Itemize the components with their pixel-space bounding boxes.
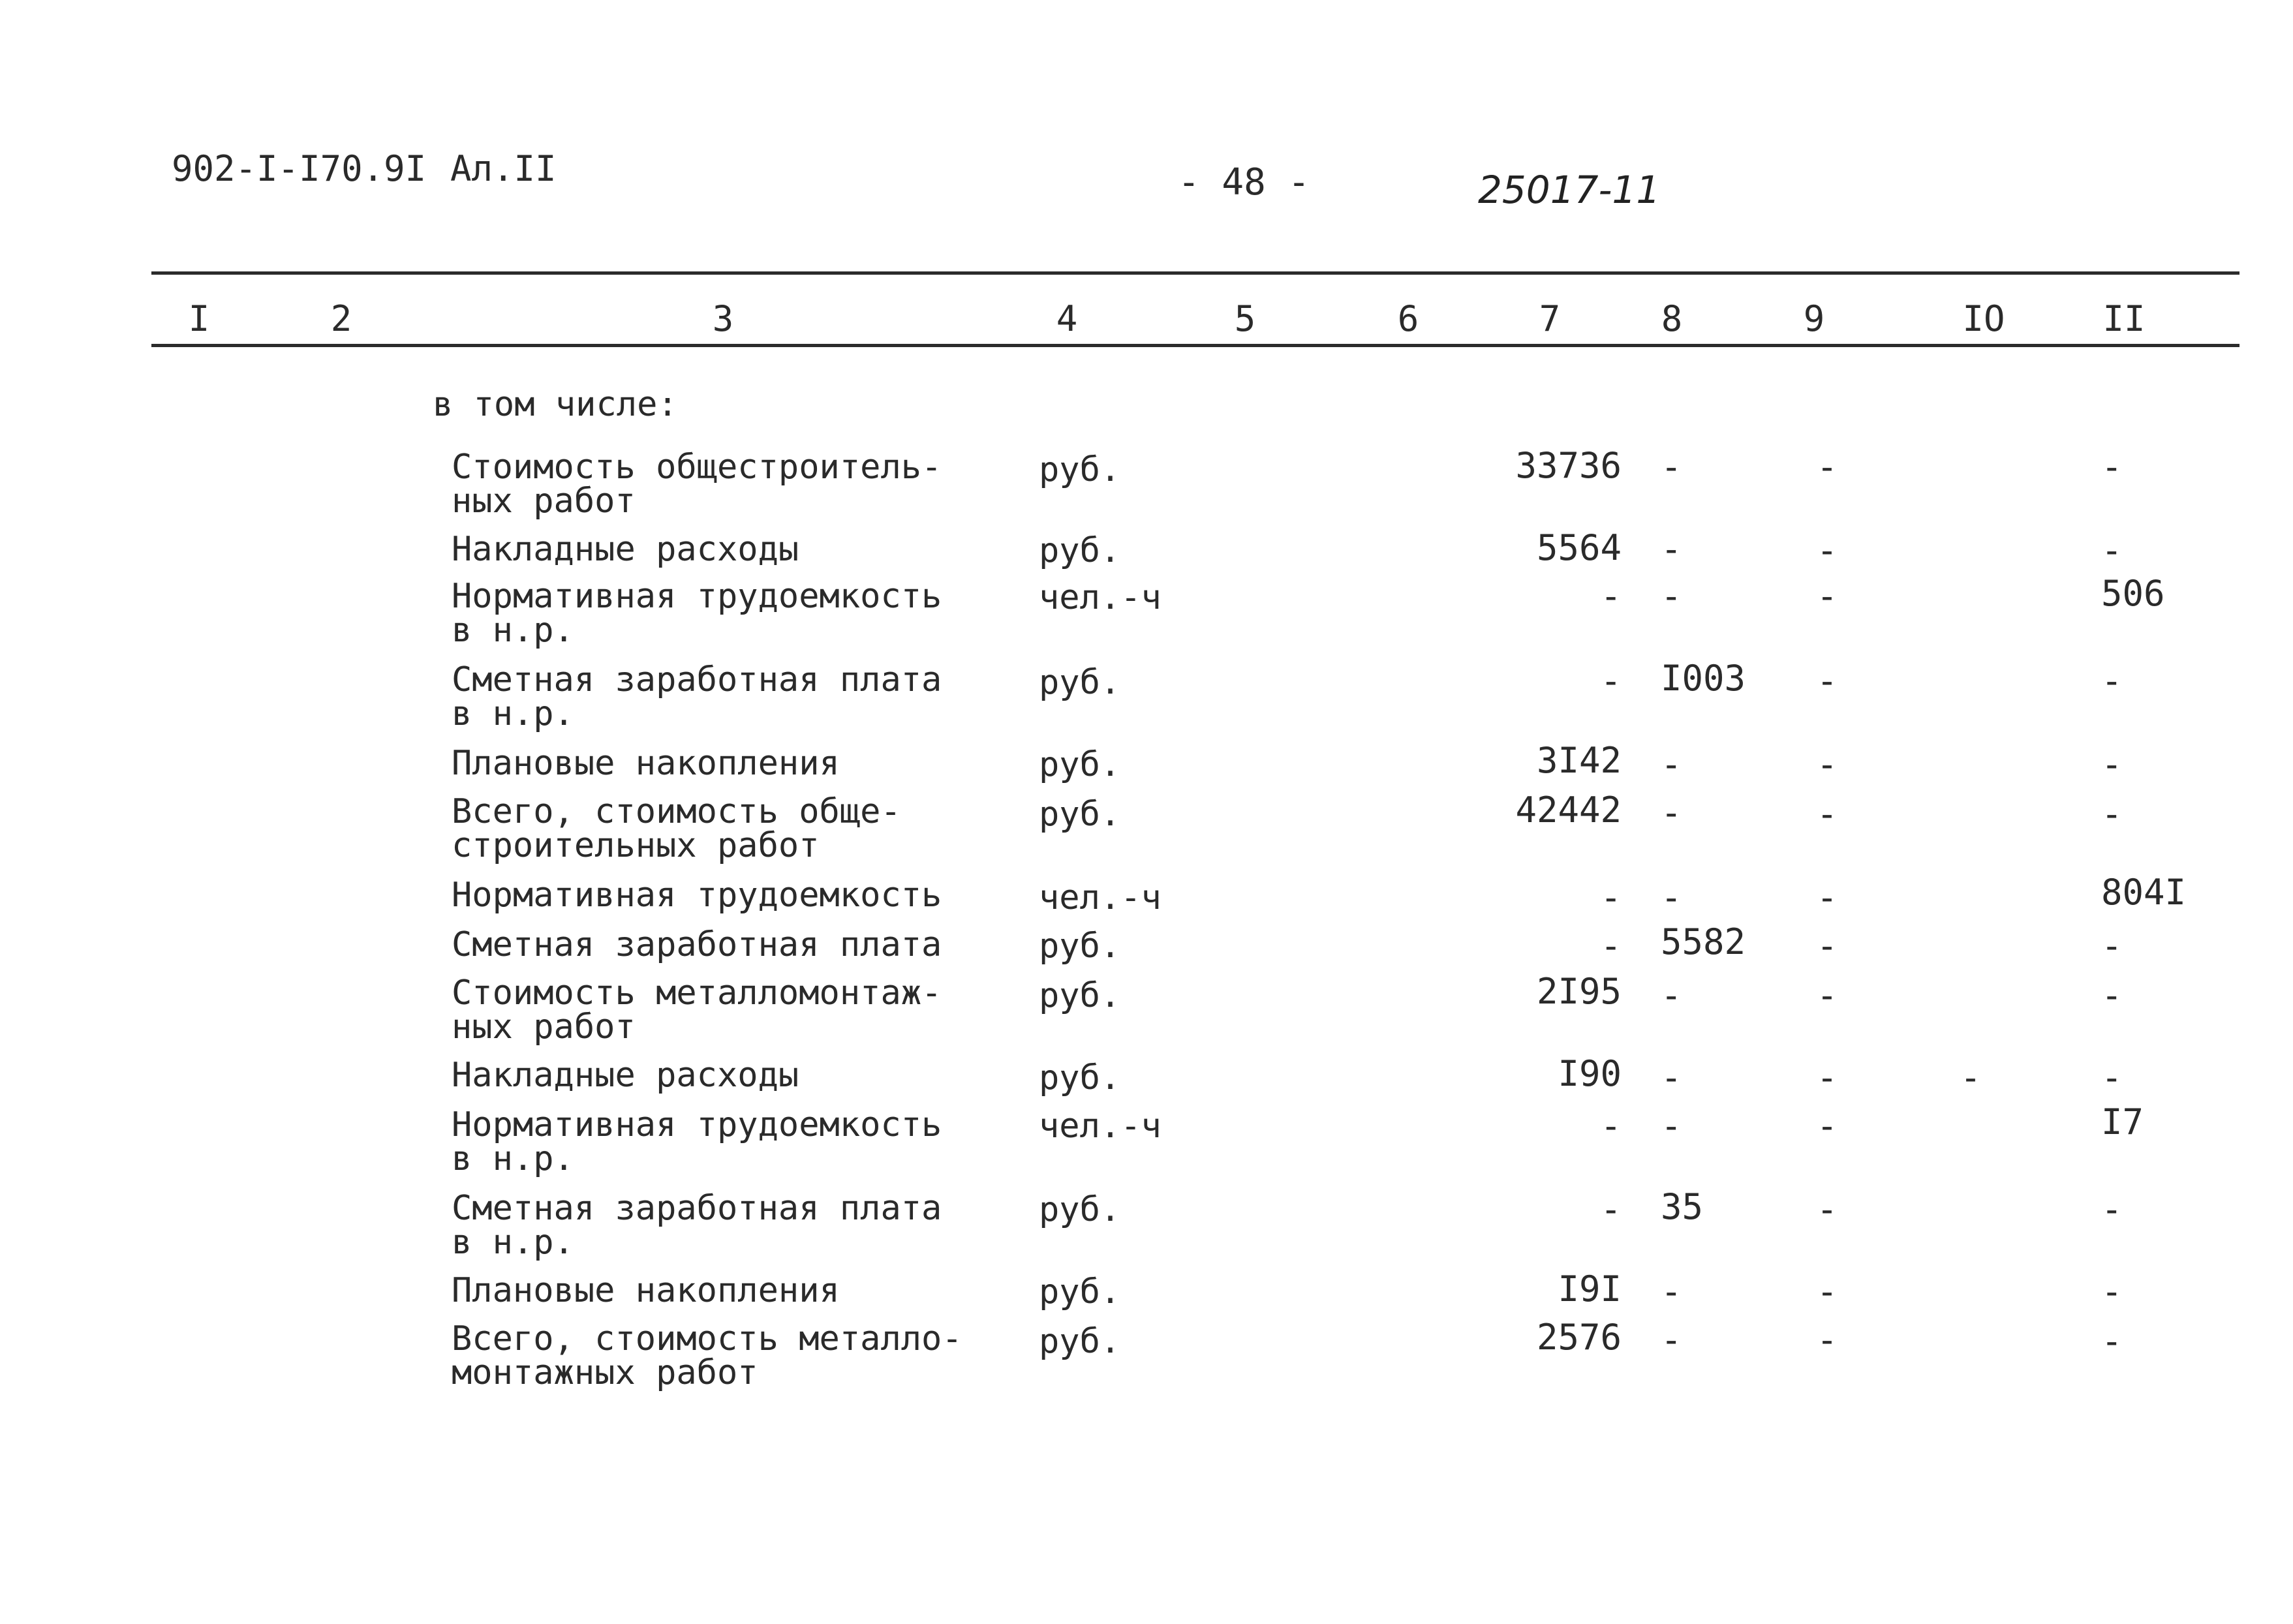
cell-col11: -	[2101, 1321, 2123, 1362]
cell-col7: -	[1600, 925, 1622, 966]
row-description: Стоимость общестроитель- ных работ	[452, 448, 942, 521]
row-description: Стоимость металломонтаж- ных работ	[452, 973, 942, 1047]
cell-col7: 33736	[1515, 445, 1622, 486]
cell-col7: -	[1600, 660, 1622, 701]
cell-col8: 35	[1661, 1186, 1704, 1227]
page-number: - 48 -	[1178, 161, 1310, 204]
table-header-rule	[151, 344, 2239, 347]
row-unit: чел.-ч	[1039, 878, 1162, 917]
row-unit: руб.	[1039, 745, 1121, 784]
cell-col8: I003	[1661, 658, 1746, 699]
row-description: Нормативная трудоемкость	[452, 876, 942, 915]
cell-col11: -	[2101, 744, 2123, 785]
cell-col7: 3I42	[1536, 740, 1622, 781]
sheet-label: Ал.II	[450, 148, 557, 189]
column-number: II	[2102, 298, 2146, 339]
cell-col11: -	[2101, 975, 2123, 1016]
column-number: 3	[712, 298, 734, 339]
row-description: Всего, стоимость обще- строительных работ	[452, 792, 901, 865]
cell-col9: -	[1816, 975, 1838, 1016]
cell-col11: -	[2101, 1057, 2123, 1098]
cell-col11: -	[2101, 660, 2123, 701]
row-unit: руб.	[1039, 1322, 1121, 1361]
table-top-rule	[151, 271, 2239, 275]
column-number: 2	[330, 298, 352, 339]
row-unit: руб.	[1039, 1272, 1121, 1311]
cell-col11: -	[2101, 530, 2123, 571]
cell-col11: 804I	[2101, 872, 2187, 913]
row-unit: руб.	[1039, 976, 1121, 1015]
cell-col9: -	[1816, 744, 1838, 785]
row-description: Накладные расходы	[452, 530, 799, 569]
row-unit: руб.	[1039, 927, 1121, 966]
column-number: IO	[1962, 298, 2005, 339]
row-description: Плановые накопления	[452, 1271, 840, 1310]
cell-col9: -	[1816, 1271, 1838, 1312]
cell-col10: -	[1960, 1057, 1982, 1098]
cell-col8: -	[1661, 877, 1682, 918]
section-intro: в том числе:	[433, 385, 678, 424]
cell-col9: -	[1816, 1057, 1838, 1098]
column-number: 6	[1397, 298, 1419, 339]
row-description: Сметная заработная плата в н.р.	[452, 660, 942, 733]
cell-col11: 506	[2101, 573, 2165, 614]
row-description: Нормативная трудоемкость в н.р.	[452, 1105, 942, 1178]
cell-col7: 2576	[1536, 1317, 1622, 1358]
cell-col8: -	[1661, 975, 1682, 1016]
cell-col8: -	[1661, 575, 1682, 617]
cell-col9: -	[1816, 660, 1838, 701]
cell-col8: -	[1661, 529, 1682, 570]
cell-col7: I90	[1558, 1053, 1622, 1094]
cell-col11: -	[2101, 446, 2123, 487]
cell-col8: 5582	[1661, 921, 1746, 962]
cell-col9: -	[1816, 877, 1838, 918]
row-unit: руб.	[1039, 663, 1121, 702]
column-number: I	[188, 298, 210, 339]
cell-col7: 5564	[1536, 527, 1622, 568]
cell-col11: -	[2101, 1271, 2123, 1312]
column-number: 7	[1539, 298, 1561, 339]
row-description: Сметная заработная плата в н.р.	[452, 1189, 942, 1262]
cell-col8: -	[1661, 446, 1682, 487]
cell-col9: -	[1816, 575, 1838, 617]
cell-col11: I7	[2101, 1101, 2144, 1142]
handwritten-number: 25017-11	[1478, 168, 1661, 212]
cell-col7: 2I95	[1536, 971, 1622, 1012]
cell-col11: -	[2101, 925, 2123, 966]
cell-col8: -	[1661, 1319, 1682, 1360]
row-unit: руб.	[1039, 795, 1121, 834]
cell-col8: -	[1661, 1105, 1682, 1146]
cell-col9: -	[1816, 1105, 1838, 1146]
column-number: 4	[1056, 298, 1078, 339]
cell-col9: -	[1816, 925, 1838, 966]
cell-col11: -	[2101, 793, 2123, 835]
row-description: Плановые накопления	[452, 744, 840, 783]
cell-col8: -	[1661, 1271, 1682, 1312]
row-unit: руб.	[1039, 1058, 1121, 1097]
column-number: 8	[1661, 298, 1683, 339]
cell-col7: -	[1600, 575, 1622, 617]
cell-col7: -	[1600, 1189, 1622, 1230]
row-description: Всего, стоимость металло- монтажных работ	[452, 1319, 962, 1392]
row-unit: руб.	[1039, 450, 1121, 489]
row-description: Сметная заработная плата	[452, 925, 942, 964]
row-unit: чел.-ч	[1039, 578, 1162, 617]
cell-col11: -	[2101, 1189, 2123, 1230]
column-number: 5	[1234, 298, 1256, 339]
cell-col7: I9I	[1558, 1268, 1622, 1310]
cell-col9: -	[1816, 1319, 1838, 1360]
cell-col9: -	[1816, 793, 1838, 835]
cell-col7: -	[1600, 1105, 1622, 1146]
cell-col9: -	[1816, 1189, 1838, 1230]
cell-col9: -	[1816, 446, 1838, 487]
document-code: 902-I-I70.9I	[172, 148, 427, 189]
row-description: Нормативная трудоемкость в н.р.	[452, 577, 942, 650]
row-unit: чел.-ч	[1039, 1107, 1162, 1146]
row-description: Накладные расходы	[452, 1056, 799, 1095]
cell-col8: -	[1661, 744, 1682, 785]
column-number: 9	[1803, 298, 1825, 339]
cell-col8: -	[1661, 792, 1682, 833]
cell-col9: -	[1816, 530, 1838, 571]
row-unit: руб.	[1039, 531, 1121, 570]
row-unit: руб.	[1039, 1190, 1121, 1229]
cell-col7: -	[1600, 877, 1622, 918]
cell-col8: -	[1661, 1057, 1682, 1098]
cell-col7: 42442	[1515, 789, 1622, 831]
